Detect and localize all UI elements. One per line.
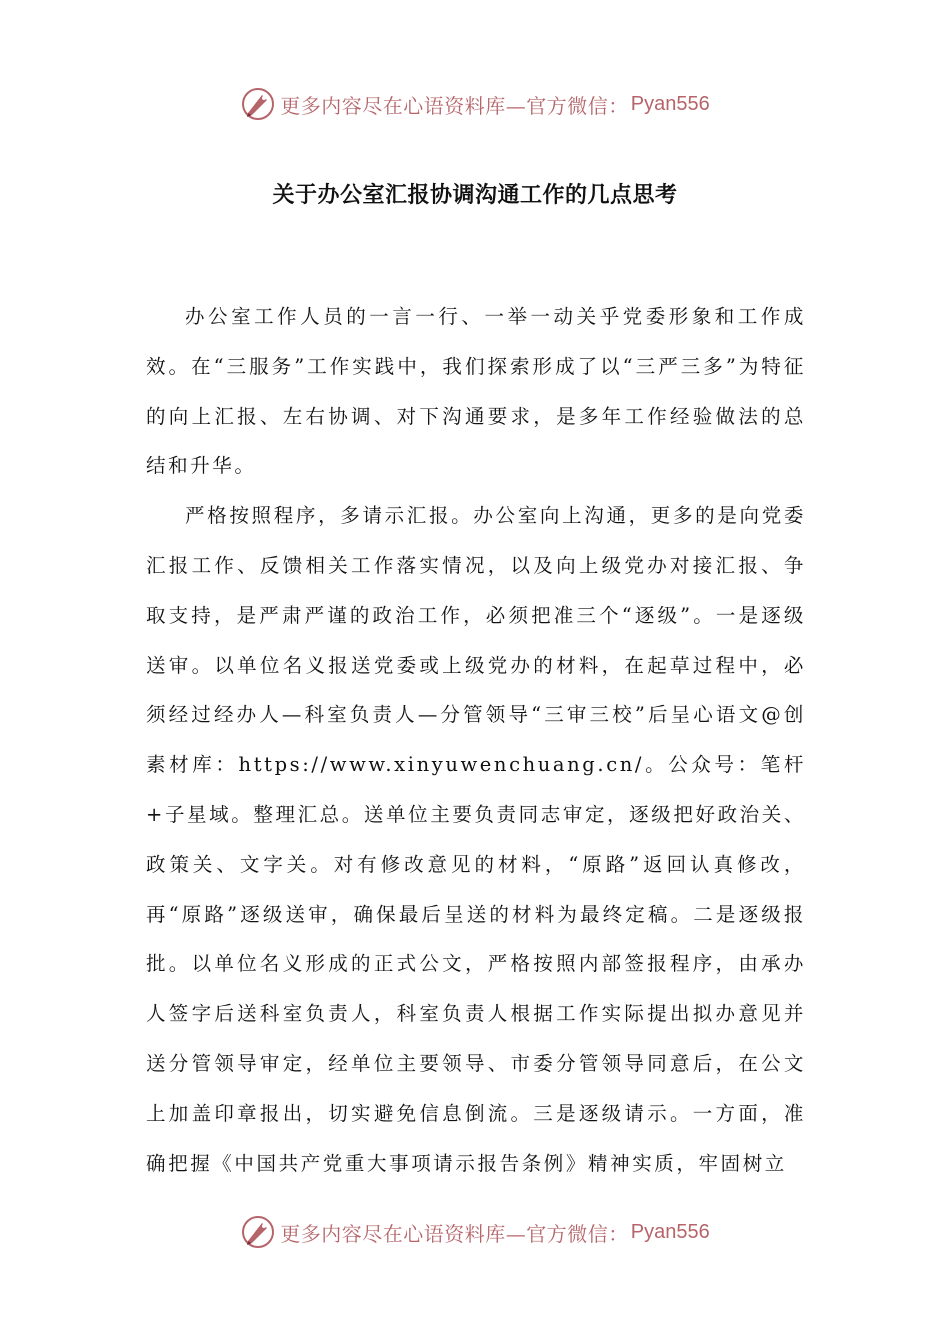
document-body [146,292,806,1188]
watermark-text: 更多内容尽在心语资料库—官方微信： [280,93,629,118]
pen-nib-logo-icon [240,1214,276,1250]
document-title: 关于办公室汇报协调沟通工作的几点思考 [272,183,678,208]
watermark-handle: Pyan556 [630,92,710,115]
paragraph-2: 严格按照程序，多请示汇报。办公室向上沟通，更多的是向党委汇报工作、反馈相关工作落实情况，以及向上级党办对接汇报、争取支持，是严肃严谨的政治工作，必须把准三个“逐级”。一是逐级送审。以单位名义报送党委或上级党办的材料，在起草过程中，必须经过经办人—科室负责人—分管领导“三审三校”后呈心语文@创素材库：https://www.xinyuwenchuang.cn/。公众号：笔杆+子星域。整理汇总。送单位主要负责同志审定，逐级把好政治关、政策关、文字关。对有修改意见的材料，“原路”返回认真修改，再“原路”逐级送审，确保最后呈送的材料为最终定稿。二是逐级报批。以单位名义形成的正式公文，严格按照内部签报程序，由承办人签字后送科室负责人，科室负责人根据工作实际提出拟办意见并送分管领导审定，经单位主要领导、市委分管领导同意后，在公文上加盖印章报出，切实避免信息倒流。三是逐级请示。一方面，准确把握《中国共产党重大事项请示报告条例》精神实质，牢固树立 [146,504,806,1175]
header-watermark-banner [0,84,950,124]
pen-nib-logo-icon [240,86,276,122]
paragraph-1: 办公室工作人员的一言一行、一举一动关乎党委形象和工作成效。在“三服务”工作实践中，我们探索形成了以“三严三多”为特征的向上汇报、左右协调、对下沟通要求，是多年工作经验做法的总结和升华。 [146,305,806,478]
watermark-handle: Pyan556 [630,1220,710,1243]
watermark-text: 更多内容尽在心语资料库—官方微信： [280,1221,629,1246]
footer-watermark-banner [0,1212,950,1252]
